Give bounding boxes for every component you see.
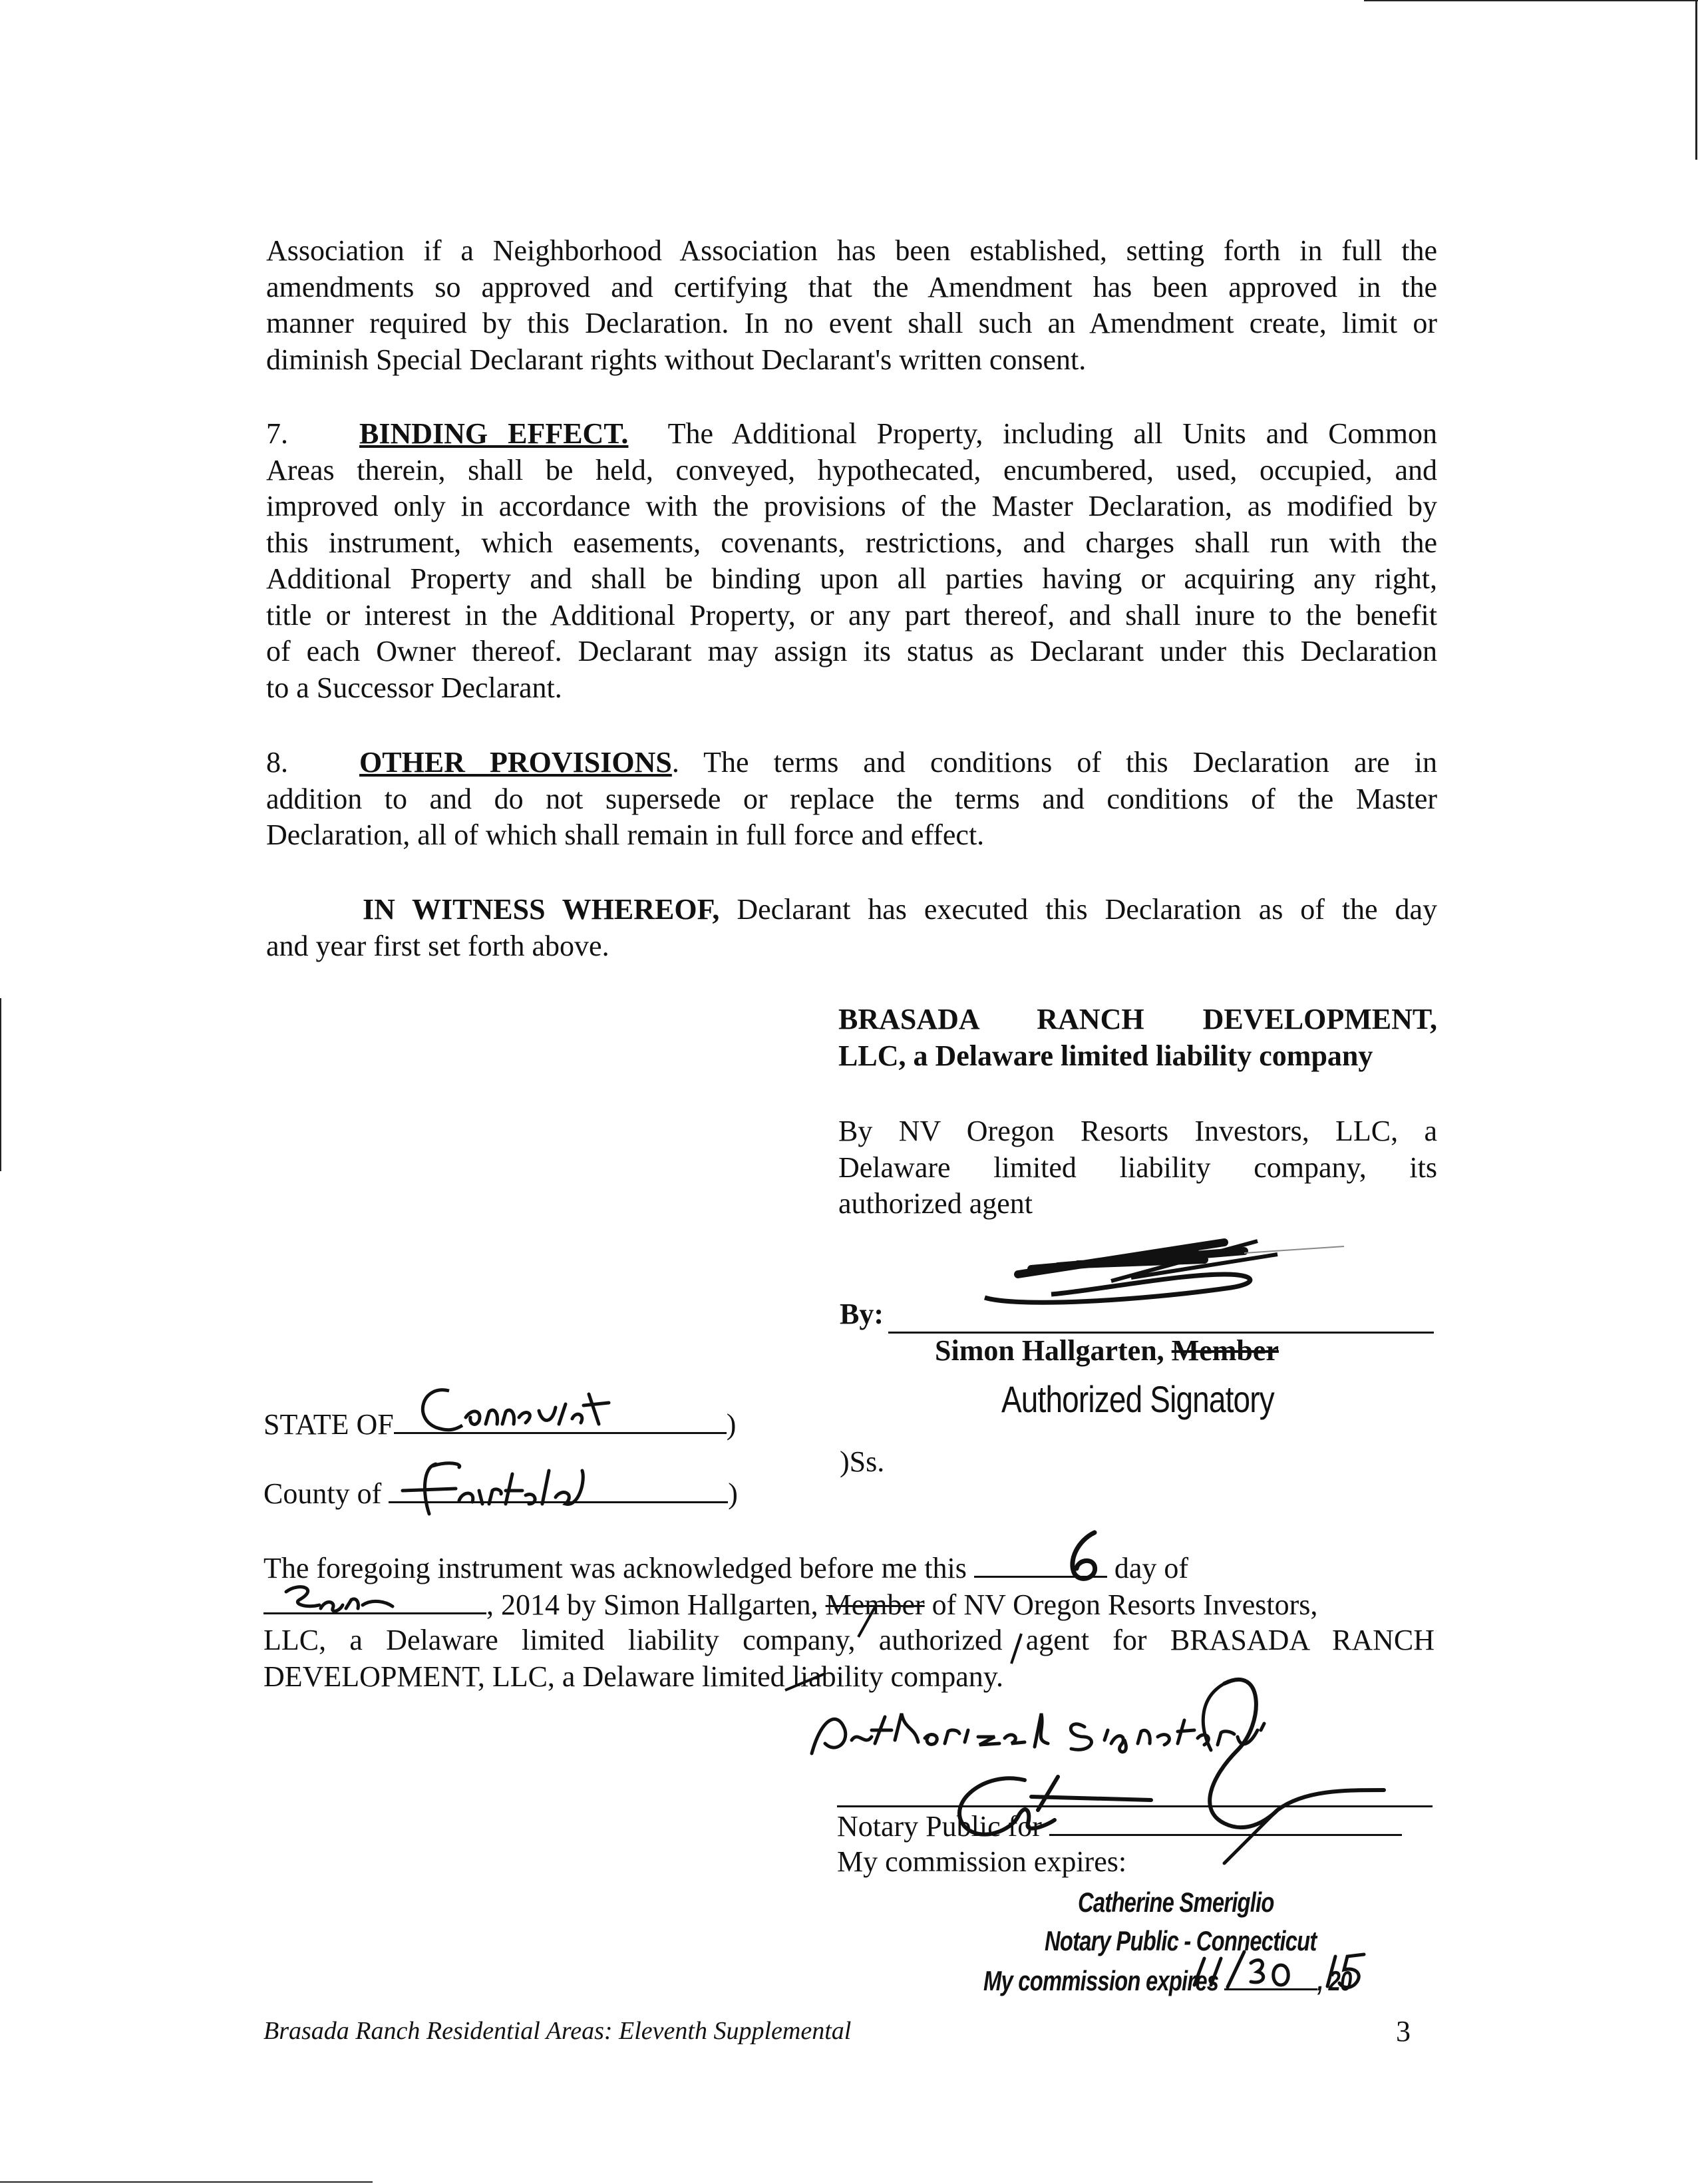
section-7	[266, 416, 1437, 706]
notary-stamp-name: Catherine Smeriglio	[1078, 1887, 1274, 1918]
state-label: STATE OF	[263, 1408, 394, 1441]
text-line: manner required by this Declaration. In no event shall such an Amendment create, limit or	[266, 307, 1437, 339]
stamp-expiry-label: My commission expires	[983, 1965, 1219, 1996]
section-8	[266, 745, 1437, 854]
section-7-first-line	[266, 416, 1437, 453]
text-line: By NV Oregon Resorts Investors, LLC, a	[838, 1115, 1437, 1147]
ack-line-3: LLC, a Delaware limited liability company, authorized agent for BRASADA RANCH	[263, 1624, 1435, 1656]
witness-clause	[266, 892, 1437, 964]
scan-edge-bottom	[0, 2181, 373, 2183]
county-handwriting	[396, 1454, 622, 1521]
section-heading: BINDING EFFECT.	[359, 417, 629, 450]
scan-edge-top	[1364, 0, 1698, 1]
text-line: Association if a Neighborhood Association has been established, setting forth in full the	[266, 234, 1437, 267]
commission-expires-label: My commission expires:	[837, 1845, 1127, 1878]
county-label: County of	[263, 1477, 382, 1510]
section-text: The Additional Property, including all Units and Common	[667, 417, 1437, 450]
continuation-paragraph	[266, 233, 1437, 378]
authorized-agent-text	[838, 1113, 1437, 1222]
signer-signature	[978, 1228, 1351, 1314]
notary-public-label: Notary Public for	[837, 1810, 1042, 1843]
ack-text: , 2014 by Simon Hallgarten,	[486, 1588, 818, 1621]
signer-name-line	[935, 1333, 1279, 1369]
witness-lead: IN WITNESS WHEREOF,	[363, 893, 720, 926]
ack-line-4: DEVELOPMENT, LLC, a Delaware limited liability company.	[263, 1660, 1003, 1693]
section-text: . The terms and conditions of this Declaration are in	[671, 746, 1437, 779]
signer-struck-title: Member	[1171, 1334, 1279, 1367]
company-name: BRASADA RANCH DEVELOPMENT,	[838, 1003, 1437, 1035]
ss-label: )Ss.	[840, 1445, 885, 1478]
text-line: and year first set forth above.	[266, 929, 609, 962]
expiry-year-handwriting	[1321, 1946, 1374, 1993]
witness-first-line	[266, 892, 1437, 928]
page-number: 3	[1396, 2015, 1411, 2048]
footer-title: Brasada Ranch Residential Areas: Eleventh Supplemental	[263, 2017, 852, 2045]
text-line: diminish Special Declarant rights without Declarant's written consent.	[266, 343, 1087, 376]
stamp-expiry-year-prefix: , 20	[1317, 1965, 1352, 1996]
section-number: 8.	[266, 746, 288, 779]
ack-text: day of	[1114, 1552, 1189, 1584]
witness-text: Declarant has executed this Declaration as of the day	[737, 893, 1438, 926]
day-handwriting	[1058, 1527, 1111, 1587]
ack-text: The foregoing instrument was acknowledged before me this	[263, 1552, 967, 1584]
text-line: of each Owner thereof. Declarant may assign its status as Declarant under this Declaration	[266, 635, 1437, 667]
state-paren: )	[726, 1408, 737, 1441]
notary-public-blank	[1049, 1807, 1402, 1836]
text-line: addition to and do not supersede or replace the terms and conditions of the Master	[266, 782, 1437, 815]
ack-text: of NV Oregon Resorts Investors,	[932, 1588, 1318, 1621]
text-line: improved only in accordance with the provisions of the Master Declaration, as modified by	[266, 490, 1437, 522]
text-line: Delaware limited liability company, its	[838, 1151, 1437, 1184]
text-line: Declaration, all of which shall remain in full force and effect.	[266, 819, 985, 851]
company-description: LLC, a Delaware limited liability company	[838, 1039, 1373, 1072]
notary-stamp-title: Notary Public - Connecticut	[1045, 1925, 1317, 1956]
text-line: Areas therein, shall be held, conveyed, hypothecated, encumbered, used, occupied, and	[266, 453, 1437, 486]
scan-edge-right	[1695, 0, 1697, 160]
text-line: authorized agent	[838, 1187, 1033, 1220]
authorized-signatory-stamp: Authorized Signatory	[1001, 1378, 1274, 1420]
text-line: amendments so approved and certifying that the Amendment has been approved in the	[266, 270, 1437, 303]
expiry-date-handwriting	[1181, 1948, 1314, 1995]
by-label: By:	[840, 1298, 884, 1330]
signature-block	[838, 1001, 1437, 1074]
section-number: 7.	[266, 417, 288, 450]
ack-line-1	[263, 1549, 1435, 1587]
notary-public-row	[837, 1807, 1402, 1845]
signer-name: Simon Hallgarten,	[935, 1334, 1164, 1367]
state-handwriting	[409, 1377, 662, 1437]
county-paren: )	[728, 1477, 738, 1510]
text-line: Additional Property and shall be binding upon all parties having or acquiring any right,	[266, 562, 1437, 595]
section-heading: OTHER PROVISIONS	[359, 746, 672, 779]
ack-struck-title: Member	[825, 1588, 925, 1621]
text-line: title or interest in the Additional Property, or any part thereof, and shall inure to the benefit	[266, 598, 1437, 632]
text-line: this instrument, which easements, covenants, restrictions, and charges shall run with the	[266, 526, 1437, 559]
section-8-first-line	[266, 745, 1437, 781]
scan-edge-left	[0, 998, 1, 1171]
month-handwriting	[279, 1578, 399, 1618]
text-line: to a Successor Declarant.	[266, 671, 562, 704]
